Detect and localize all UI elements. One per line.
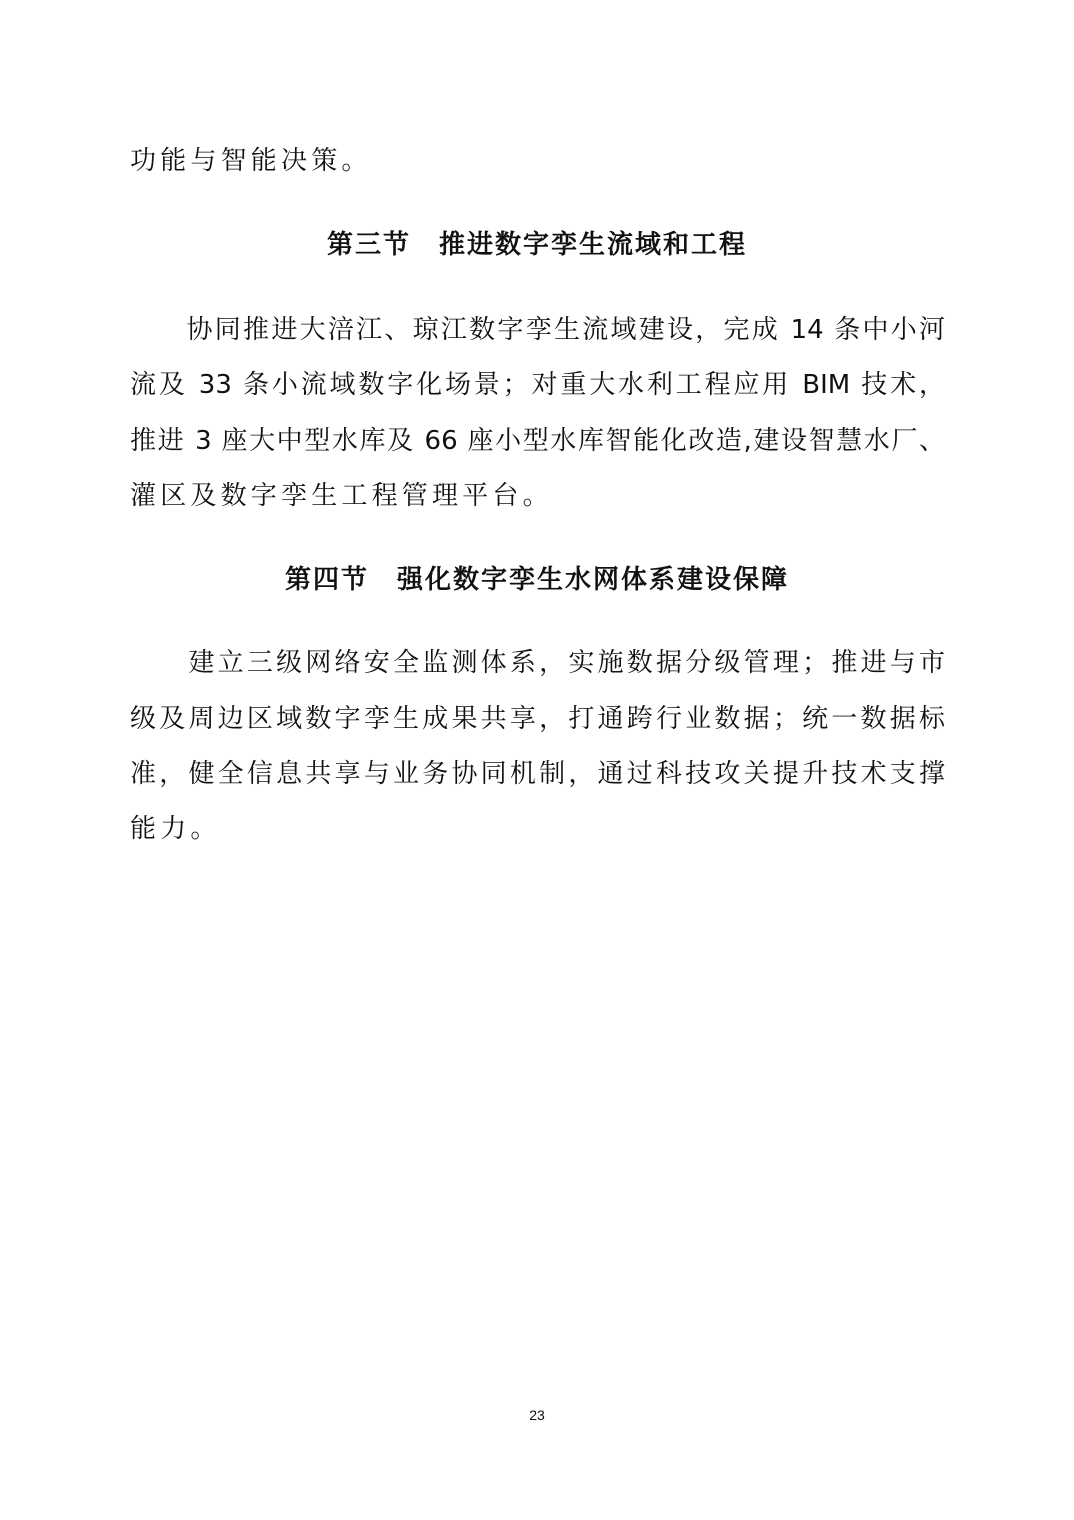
carry-over-line: 功能与智能决策。: [130, 146, 372, 176]
section-3-heading: 第三节 推进数字孪生流域和工程: [326, 230, 747, 260]
section-3-paragraph-line-2: 流及 33 条小流域数字化场景；对重大水利工程应用 BIM 技术，: [130, 370, 945, 400]
section-4-paragraph-line-2: 级及周边区域数字孪生成果共享，打通跨行业数据；统一数据标: [130, 704, 945, 734]
section-4-paragraph-line-1: 建立三级网络安全监测体系，实施数据分级管理；推进与市: [130, 648, 945, 678]
section-4-paragraph-line-3: 准，健全信息共享与业务协同机制，通过科技攻关提升技术支撑: [130, 759, 945, 789]
section-4-heading: 第四节 强化数字孪生水网体系建设保障: [284, 565, 789, 595]
section-3-paragraph-line-3: 推进 3 座大中型水库及 66 座小型水库智能化改造,建设智慧水厂、: [130, 426, 945, 456]
section-3-paragraph-line-1: 协同推进大涪江、琼江数字孪生流域建设，完成 14 条中小河: [130, 315, 945, 345]
page-number: 23: [529, 1407, 545, 1423]
section-3-paragraph-line-4: 灌区及数字孪生工程管理平台。: [130, 481, 553, 511]
section-4-paragraph-line-4: 能力。: [130, 814, 221, 844]
